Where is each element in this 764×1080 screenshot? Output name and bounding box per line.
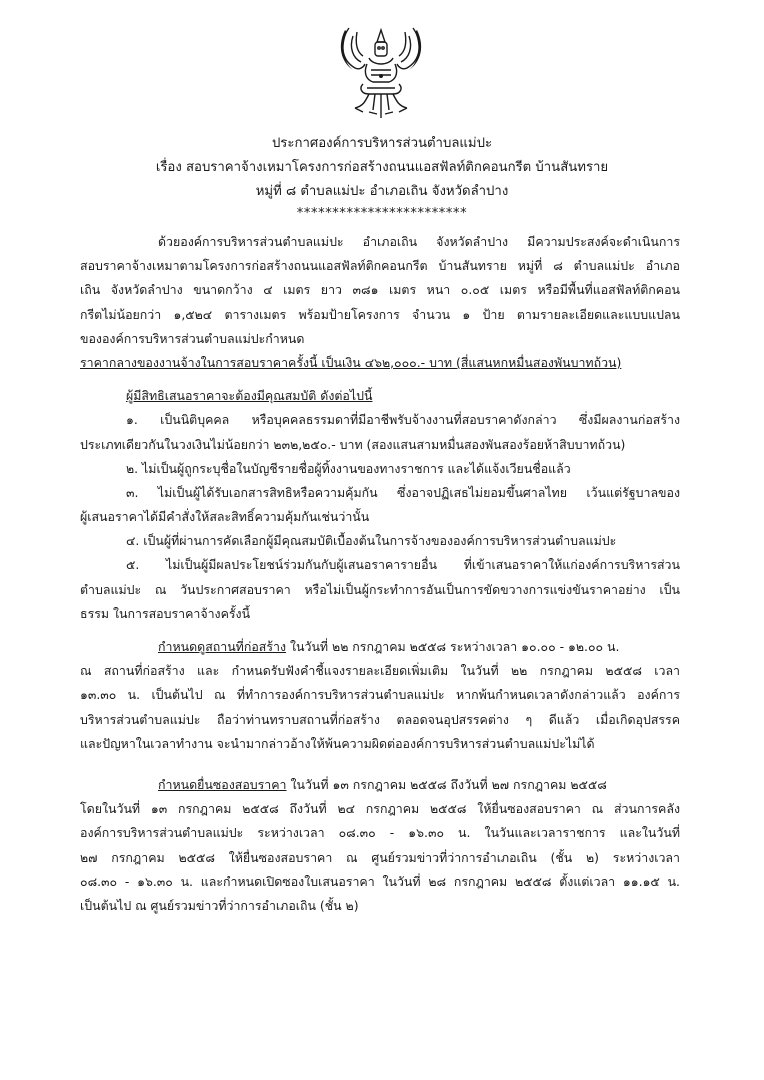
median-price: ราคากลางของงานจ้างในการสอบราคาครั้งนี้ เป็นเงิน ๔๖๒,๐๐๐.- บาท (สี่แสนหกหมื่นสองพันบาทถ้วน)	[80, 354, 622, 370]
site-visit-line: และปัญหาในเวลาทำงาน จะนำมากล่าวอ้างให้พ้นความผิดต่อองค์การบริหารส่วนตำบลแม่ปะไม่ได้	[80, 735, 595, 751]
site-visit-line: ๑๓.๓๐ น. เป็นต้นไป ณ ที่ทำการองค์การบริหารส่วนตำบลแม่ปะ หากพ้นกำหนดเวลาดังกล่าวแล้ว องค์การ	[80, 687, 680, 703]
qualification-item-5-cont: ตำบลแม่ปะ ณ วันประกาศสอบราคา หรือไม่เป็นผู้กระทำการอันเป็นการขัดขวางการแข่งขันราคาอย่าง เป็น	[80, 581, 680, 597]
qualification-item-1-cont: ประเภทเดียวกันในวงเงินไม่น้อยกว่า ๒๓๒,๒๕๐.- บาท (สองแสนสามหมื่นสองพันสองร้อยห้าสิบบาทถ้วน)	[80, 436, 626, 452]
qualification-item-3: ๓. ไม่เป็นผู้ได้รับเอกสารสิทธิหรือความคุ้มกัน ซึ่งอาจปฏิเสธไม่ยอมขึ้นศาลไทย เว้นแต่รัฐบาลของ	[126, 484, 680, 500]
qualification-item-4: ๔. เป็นผู้ที่ผ่านการคัดเลือกผู้มีคุณสมบัติเบื้องต้นในการจ้างขององค์การบริหารส่วนตำบลแม่ปะ	[126, 533, 617, 549]
header-separator: ************************	[296, 206, 468, 221]
announcement-title: ประกาศองค์การบริหารส่วนตำบลแม่ปะ	[271, 136, 493, 151]
site-visit-date: ในวันที่ ๒๒ กรกฎาคม ๒๕๕๘ ระหว่างเวลา ๑๐.๐๐ - ๑๒.๐๐ น.	[286, 639, 620, 654]
submission-label: กำหนดยื่นซองสอบราคา	[158, 776, 287, 792]
qualification-item-5: ๕. ไม่เป็นผู้มีผลประโยชน์ร่วมกันกับผู้เสนอราคารายอื่น ที่เข้าเสนอราคาให้แก่องค์การบริหารส่วน	[126, 557, 680, 573]
intro-line: สอบราคาจ้างเหมาตามโครงการก่อสร้างถนนแอสฟัลท์ติกคอนกรีต บ้านสันทราย หมู่ที่ ๘ ตำบลแม่ปะ อำเภอ	[80, 258, 680, 274]
site-visit-first-line	[80, 635, 680, 659]
intro-line: เถิน จังหวัดลำปาง ขนาดกว้าง ๔ เมตร ยาว ๓๘๑ เมตร หนา ๐.๐๕ เมตร หรือมีพื้นที่แอสฟัลท์ติกคอน	[80, 282, 680, 298]
qualification-item-2: ๒. ไม่เป็นผู้ถูกระบุชื่อในบัญชีรายชื่อผู้ทิ้งงานของทางราชการ และได้แจ้งเวียนชื่อแล้ว	[126, 460, 571, 476]
submission-line: ๐๘.๓๐ - ๑๖.๓๐ น. และกำหนดเปิดซองใบเสนอราคา ในวันที่ ๒๘ กรกฎาคม ๒๕๕๘ ตั้งแต่เวลา ๑๑.๑๕ น.	[80, 873, 680, 889]
site-visit-line: บริหารส่วนตำบลแม่ปะ ถือว่าท่านทราบสถานที่ก่อสร้าง ตลอดจนอุปสรรคต่าง ๆ ดีแล้ว เมื่อเกิดอุปสรรค	[80, 711, 680, 727]
submission-line: องค์การบริหารส่วนตำบลแม่ปะ ระหว่างเวลา ๐๘.๓๐ - ๑๖.๓๐ น. ในวันและเวลาราชการ และในวันที่	[80, 825, 680, 841]
qualifications-title: ผู้มีสิทธิเสนอราคาจะต้องมีคุณสมบัติ ดังต่อไปนี้	[126, 388, 373, 404]
site-visit-line: ณ สถานที่ก่อสร้าง และ กำหนดรับฟังคำชี้แจงรายละเอียดเพิ่มเติม ในวันที่ ๒๒ กรกฎาคม ๒๕๕๘ เวลา	[80, 663, 680, 679]
qualification-item-3-cont: ผู้เสนอราคาได้มีคำสั่งให้สละสิทธิ์ความคุ้มกันเช่นว่านั้น	[80, 509, 370, 525]
intro-line: กรีตไม่น้อยกว่า ๑,๕๒๔ ตารางเมตร พร้อมป้ายโครงการ จำนวน ๑ ป้าย ตามรายละเอียดและแบบแปลน	[80, 306, 680, 322]
qualification-item-5-cont: ธรรม ในการสอบราคาจ้างครั้งนี้	[80, 605, 251, 621]
intro-line: ขององค์การบริหารส่วนตำบลแม่ปะกำหนด	[80, 330, 305, 346]
submission-first-line	[80, 773, 680, 797]
site-visit-label: กำหนดดูสถานที่ก่อสร้าง	[158, 639, 287, 654]
announcement-location: หมู่ที่ ๘ ตำบลแม่ปะ อำเภอเถิน จังหวัดลำปาง	[255, 184, 509, 199]
announcement-subject: เรื่อง สอบราคาจ้างเหมาโครงการก่อสร้างถนนแอสฟัลท์ติกคอนกรีต บ้านสันทราย	[155, 160, 609, 175]
intro-line: ด้วยองค์การบริหารส่วนตำบลแม่ปะ อำเภอเถิน จังหวัดลำปาง มีความประสงค์จะดำเนินการ	[158, 234, 680, 249]
qualification-item-1: ๑. เป็นนิติบุคคล หรือบุคคลธรรมดาที่มีอาชีพรับจ้างงานที่สอบราคาดังกล่าว ซึ่งมีผลงานก่อสร้าง	[126, 412, 680, 428]
submission-dates: ในวันที่ ๑๓ กรกฎาคม ๒๕๕๘ ถึงวันที่ ๒๗ กรกฎาคม ๒๕๕๘	[286, 776, 607, 792]
submission-line: โดยในวันที่ ๑๓ กรกฎาคม ๒๕๕๘ ถึงวันที่ ๒๔ กรกฎาคม ๒๕๕๘ ให้ยื่นซองสอบราคา ณ ส่วนการคลัง	[80, 801, 680, 817]
announcement-body	[80, 230, 680, 918]
submission-line: ๒๗ กรกฎาคม ๒๕๕๘ ให้ยื่นซองสอบราคา ณ ศูนย์รวมข่าวที่ว่าการอำเภอเถิน (ชั้น ๒) ระหว่างเวลา	[80, 849, 680, 865]
submission-line: เป็นต้นไป ณ ศูนย์รวมข่าวที่ว่าการอำเภอเถิน (ชั้น ๒)	[80, 897, 359, 913]
garuda-emblem-icon	[333, 22, 429, 122]
